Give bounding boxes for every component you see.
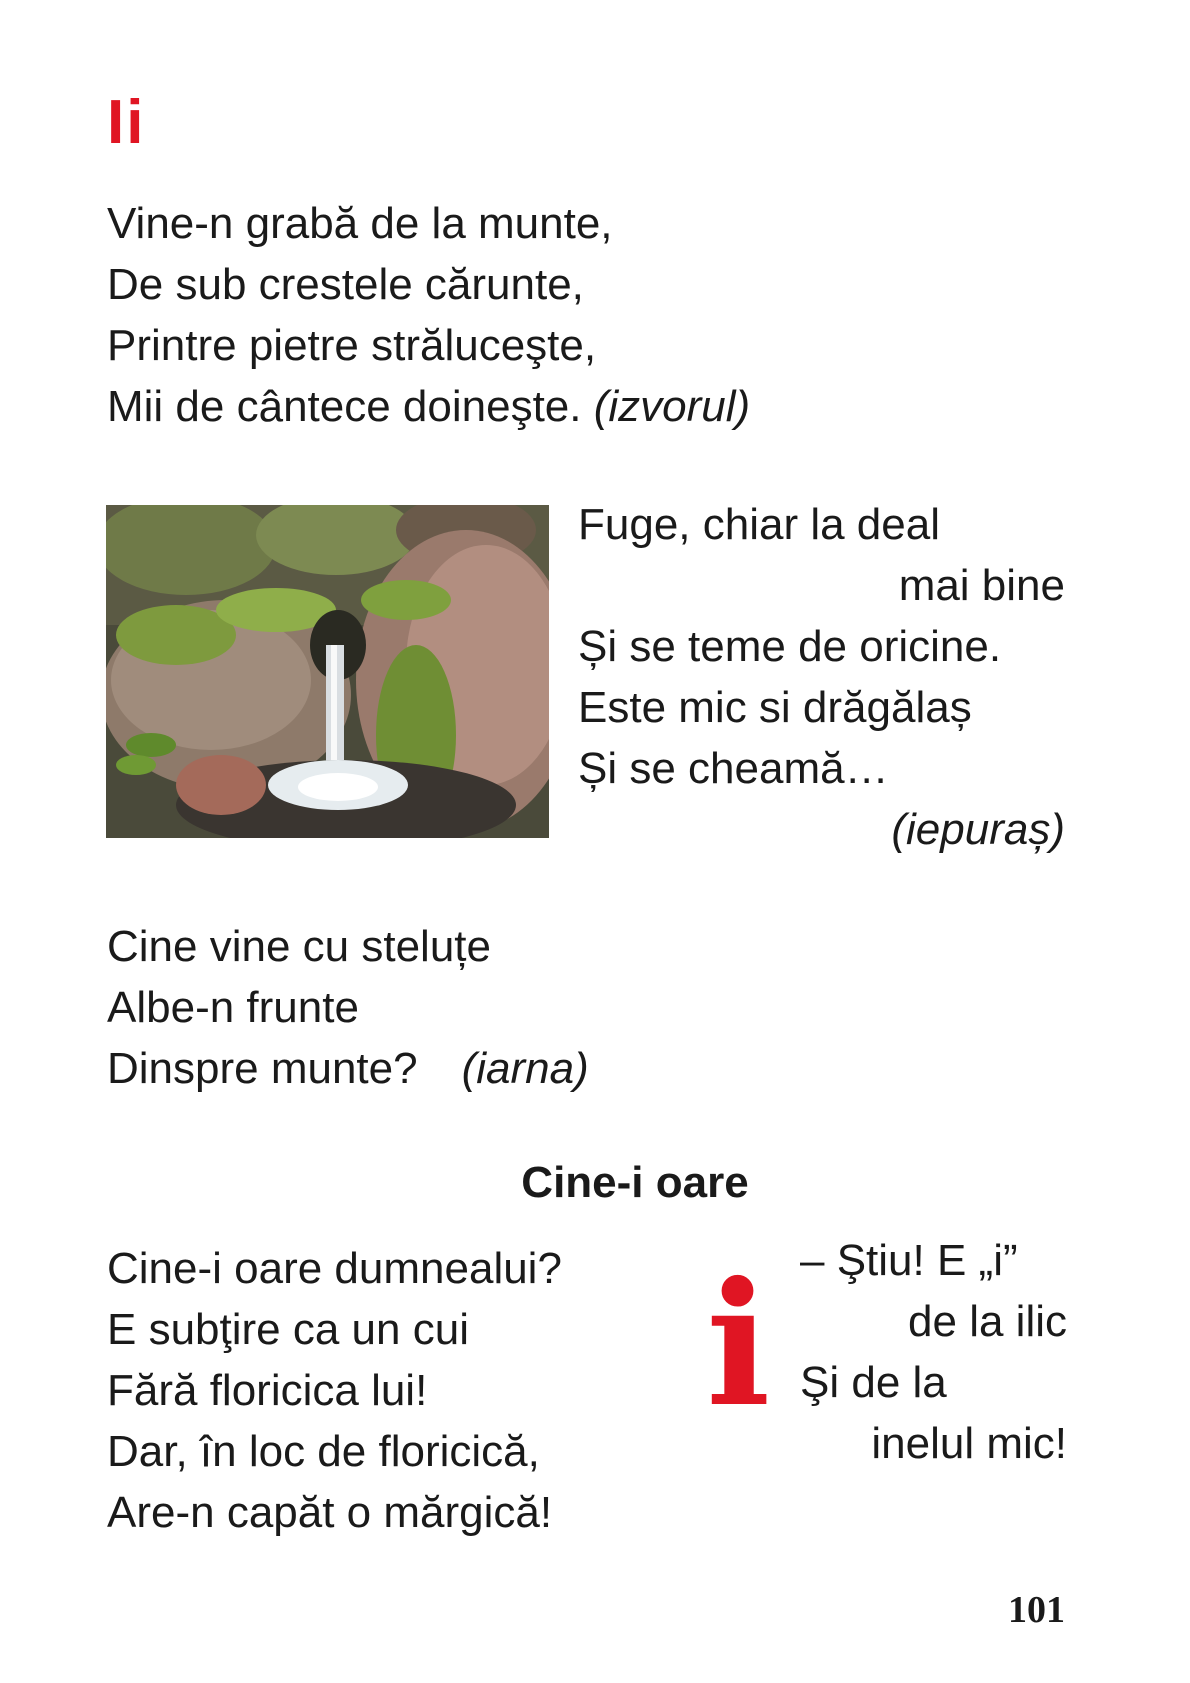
riddle-line: Este mic si drăgălaș: [578, 683, 972, 732]
riddle-iepuras: [578, 494, 1065, 860]
poem-line: Dar, în loc de floricică,: [107, 1427, 540, 1476]
riddle-izvorul: [107, 193, 750, 437]
poem-line: inelul mic!: [871, 1419, 1067, 1468]
riddle-line-text: Dinspre munte?: [107, 1044, 418, 1093]
poem-line: Şi de la: [800, 1358, 947, 1407]
riddle-answer: (iarna): [461, 1044, 589, 1093]
riddle-line: [107, 376, 750, 437]
riddle-answer: (iepuraș): [891, 805, 1065, 854]
riddle-line: Fuge, chiar la deal: [578, 500, 940, 549]
riddle-line: mai bine: [898, 561, 1065, 610]
riddle-answer: (izvorul): [593, 382, 751, 431]
riddle-line: Vine-n grabă de la munte,: [107, 199, 613, 248]
poem-line: Are-n capăt o mărgică!: [107, 1488, 553, 1537]
poem-line: Fără floricica lui!: [107, 1366, 428, 1415]
riddle-line: [107, 1038, 589, 1099]
poem-line: E subţire ca un cui: [107, 1305, 469, 1354]
poem-right-stanza: [800, 1230, 1067, 1474]
waterfall-image: [106, 505, 549, 838]
poem-line: de la ilic: [908, 1297, 1067, 1346]
riddle-line: Și se cheamă…: [578, 744, 889, 793]
poem-title: Cine-i oare: [521, 1158, 749, 1207]
page-number: 101: [1008, 1589, 1065, 1631]
riddle-line: De sub crestele cărunte,: [107, 260, 584, 309]
poem-line: Cine-i oare dumnealui?: [107, 1244, 562, 1293]
riddle-iarna: [107, 916, 589, 1099]
big-letter-i: i: [706, 1245, 771, 1445]
riddle-line: Albe-n frunte: [107, 983, 359, 1032]
poem-line: – Ştiu! E „i”: [800, 1236, 1018, 1285]
riddle-line-text: Mii de cântece doineşte.: [107, 382, 582, 431]
riddle-line: Și se teme de oricine.: [578, 622, 1002, 671]
riddle-line: Printre pietre străluceşte,: [107, 321, 597, 370]
letter-heading: Ii: [107, 88, 146, 157]
riddle-line: Cine vine cu steluțe: [107, 922, 491, 971]
spring-photo: [106, 505, 549, 838]
poem-left-stanza: [107, 1238, 562, 1543]
